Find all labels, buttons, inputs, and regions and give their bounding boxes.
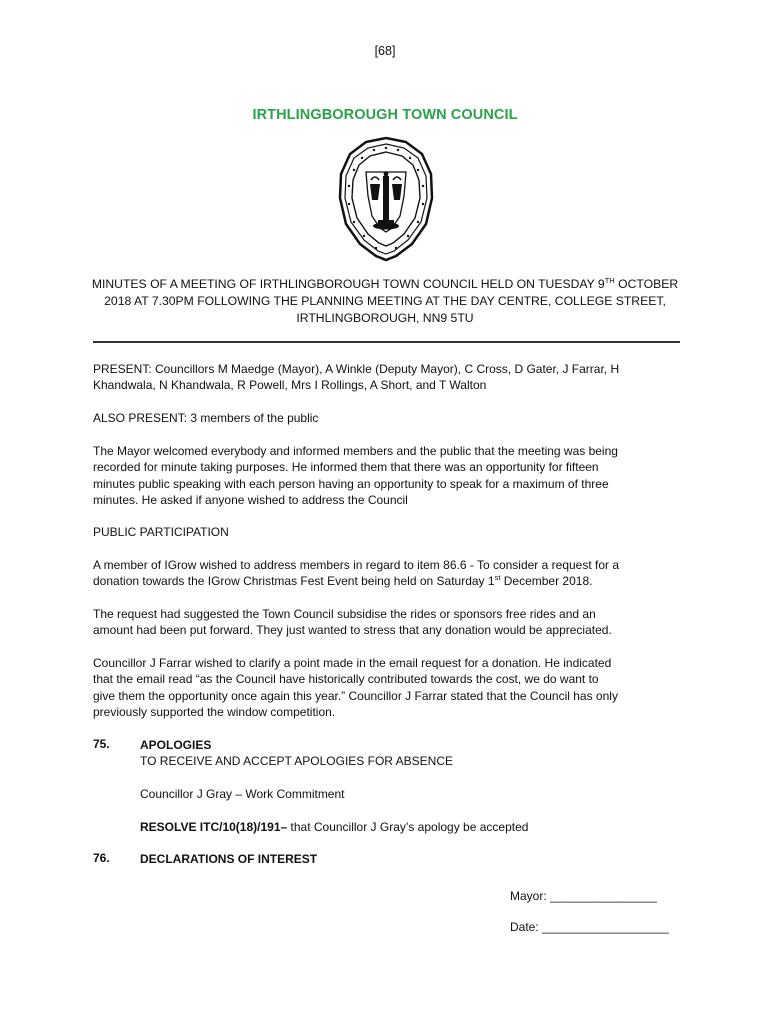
heading-divider [93, 341, 680, 343]
request-paragraph [93, 606, 683, 639]
request-line1: The request had suggested the Town Council subsidise the rides or sponsors free rides and an [93, 607, 596, 621]
heading-line1-start: MINUTES OF A MEETING OF IRTHLINGBOROUGH TOWN COUNCIL HELD ON TUESDAY 9 [91, 277, 605, 291]
igrow-line2-start: donation towards the IGrow Christmas Fest Event being held on Saturday 1 [93, 574, 495, 589]
heading-line3: IRTHLINGBOROUGH, NN9 5TU [296, 311, 474, 325]
item-75-resolve-text: that Councillor J Gray’s apology be accepted [287, 820, 529, 834]
heading-line2: 2018 AT 7.30PM FOLLOWING THE PLANNING MEETING AT THE DAY CENTRE, COLLEGE STREET, [104, 294, 666, 308]
item-75-body [140, 737, 680, 770]
present-paragraph [93, 361, 683, 394]
igrow-line2-superscript: st [494, 573, 501, 583]
request-line2: amount had been put forward. They just wanted to stress that any donation would be appreciated. [93, 623, 612, 638]
heading-line1-superscript: TH [604, 276, 615, 285]
farrar-paragraph [93, 655, 683, 721]
present-line1: PRESENT: Councillors M Maedge (Mayor), A Winkle (Deputy Mayor), C Cross, D Gater, J Farrar, H [93, 362, 620, 376]
item-75-apology: Councillor J Gray – Work Commitment [140, 787, 345, 801]
present-line2: Khandwala, N Khandwala, R Powell, Mrs I Rollings, A Short, and T Walton [93, 378, 487, 393]
welcome-line4: minutes. He asked if anyone wished to address the Council [93, 493, 408, 508]
item-75-title: APOLOGIES [140, 738, 212, 752]
meeting-heading [90, 276, 680, 327]
item-75-resolve-label: RESOLVE ITC/10(18)/191– [140, 820, 288, 834]
council-crest-icon [338, 136, 434, 262]
item-75-resolution [140, 819, 680, 835]
farrar-line3: give them the opportunity once again this year.” Councillor J Farrar stated that the Council has only [93, 688, 618, 703]
farrar-line1: Councillor J Farrar wished to clarify a point made in the email request for a donation. He indicated [93, 656, 612, 670]
farrar-line2: that the email read “as the Council have historically contributed towards the cost, we do want to [93, 672, 599, 687]
also-present-text: ALSO PRESENT: 3 members of the public [93, 411, 319, 425]
public-participation-heading [93, 524, 683, 540]
heading-line1-end: OCTOBER [614, 277, 679, 291]
page-number: [68] [374, 44, 396, 58]
date-signature-line: Date: ___________________ [510, 920, 669, 934]
item-76-number: 76. [93, 851, 110, 865]
welcome-line3: minutes public speaking with each person having an opportunity to speak for a maximum of three [93, 476, 609, 491]
also-present-paragraph [93, 410, 683, 426]
igrow-line2-end: December 2018. [500, 574, 593, 589]
farrar-line4: previously supported the window competition. [93, 705, 336, 720]
item-75-number: 75. [93, 737, 110, 751]
council-title: IRTHLINGBOROUGH TOWN COUNCIL [252, 107, 518, 123]
welcome-line1: The Mayor welcomed everybody and informed members and the public that the meeting was being [93, 444, 618, 458]
igrow-line1: A member of IGrow wished to address members in regard to item 86.6 - To consider a request for a [93, 558, 620, 572]
welcome-line2: recorded for minute taking purposes. He informed them that there was an opportunity for fifteen [93, 460, 599, 475]
igrow-paragraph [93, 557, 683, 590]
public-participation-text: PUBLIC PARTICIPATION [93, 525, 229, 539]
mayor-signature-line: Mayor: ________________ [510, 889, 657, 903]
item-76-title: DECLARATIONS OF INTEREST [140, 852, 318, 866]
item-75-subtitle: TO RECEIVE AND ACCEPT APOLOGIES FOR ABSENCE [140, 754, 453, 769]
welcome-paragraph [93, 443, 683, 509]
